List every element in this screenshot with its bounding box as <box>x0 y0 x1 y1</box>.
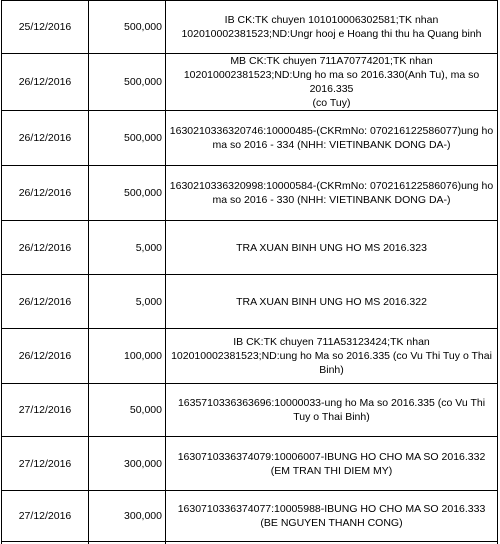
table-row <box>2 384 498 437</box>
date-cell: 26/12/2016 <box>2 54 89 111</box>
table-row <box>2 221 498 275</box>
amount-cell: 50,000 <box>89 384 166 437</box>
table-row <box>2 54 498 111</box>
date-cell: 26/12/2016 <box>2 329 89 384</box>
date-cell: 26/12/2016 <box>2 221 89 275</box>
table-row <box>2 1 498 54</box>
description-cell: TRA XUAN BINH UNG HO MS 2016.323 <box>166 221 498 275</box>
table-row <box>2 111 498 166</box>
amount-cell: 500,000 <box>89 166 166 221</box>
date-cell: 27/12/2016 <box>2 437 89 491</box>
amount-cell: 500,000 <box>89 111 166 166</box>
date-cell: 26/12/2016 <box>2 166 89 221</box>
amount-cell: 500,000 <box>89 1 166 54</box>
table-row <box>2 275 498 329</box>
description-cell: 1635710336363696:10000033-ung ho Ma so 2016.335 (co Vu Thi Tuy o Thai Binh) <box>166 384 498 437</box>
amount-cell: 100,000 <box>89 329 166 384</box>
table-row <box>2 166 498 221</box>
description-cell: IB CK:TK chuyen 101010006302581;TK nhan 102010002381523;ND:Ungr hooj e Hoang thi thu ha Quang binh <box>166 1 498 54</box>
date-cell: 25/12/2016 <box>2 1 89 54</box>
amount-cell: 5,000 <box>89 275 166 329</box>
description-cell: 1630210336320998:10000584-(CKRmNo: 070216122586076)ung ho ma so 2016 - 330 (NHH: VIETINBANK DONG DA-) <box>166 166 498 221</box>
table-row <box>2 437 498 491</box>
description-cell: IB CK:TK chuyen 711A53123424;TK nhan 102010002381523;ND:ung ho Ma so 2016.335 (co Vu Thi Tuy o Thai Binh) <box>166 329 498 384</box>
description-cell: MB CK:TK chuyen 711A70774201;TK nhan 102010002381523;ND:Ung ho ma so 2016.330(Anh Tu), ma so 2016.335 (co Tuy) <box>166 54 498 111</box>
description-cell: 1630210336320746:10000485-(CKRmNo: 070216122586077)ung ho ma so 2016 - 334 (NHH: VIETINBANK DONG DA-) <box>166 111 498 166</box>
amount-cell: 500,000 <box>89 54 166 111</box>
date-cell: 26/12/2016 <box>2 111 89 166</box>
amount-cell: 5,000 <box>89 221 166 275</box>
date-cell: 26/12/2016 <box>2 275 89 329</box>
table-row <box>2 329 498 384</box>
description-cell: 1630710336374077:10005988-IBUNG HO CHO MA SO 2016.333 (BE NGUYEN THANH CONG) <box>166 491 498 542</box>
description-cell: TRA XUAN BINH UNG HO MS 2016.322 <box>166 275 498 329</box>
date-cell: 27/12/2016 <box>2 491 89 542</box>
table-row <box>2 491 498 542</box>
amount-cell: 300,000 <box>89 491 166 542</box>
amount-cell: 300,000 <box>89 437 166 491</box>
description-cell: 1630710336374079:10006007-IBUNG HO CHO MA SO 2016.332 (EM TRAN THI DIEM MY) <box>166 437 498 491</box>
donation-ledger-table <box>1 0 498 544</box>
date-cell: 27/12/2016 <box>2 384 89 437</box>
